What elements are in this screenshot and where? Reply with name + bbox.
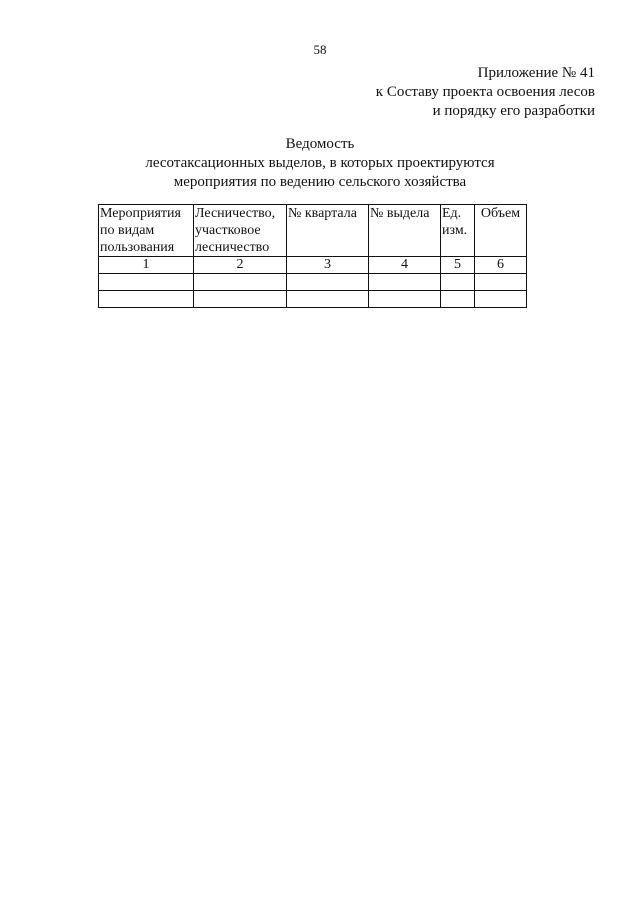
header-plot-number: № выдела xyxy=(369,205,441,257)
document-title xyxy=(0,135,640,192)
table-cell xyxy=(475,291,527,308)
table-header-row xyxy=(99,205,527,257)
table-row xyxy=(99,291,527,308)
header-quarter-number: № квартала xyxy=(287,205,369,257)
table-cell xyxy=(99,274,194,291)
column-number: 5 xyxy=(441,257,475,274)
table-cell xyxy=(475,274,527,291)
table-cell xyxy=(441,291,475,308)
title-line-2: лесотаксационных выделов, в которых проектируются xyxy=(145,155,495,171)
table-cell xyxy=(99,291,194,308)
header-activities: Мероприятия по видам пользования xyxy=(99,205,194,257)
column-number: 4 xyxy=(369,257,441,274)
header-volume: Объем xyxy=(475,205,527,257)
column-number: 3 xyxy=(287,257,369,274)
table-row xyxy=(99,274,527,291)
header-forestry: Лесничество, участковое лесничество xyxy=(194,205,287,257)
page-number: 58 xyxy=(313,42,327,57)
table-cell xyxy=(369,274,441,291)
title-line-3: мероприятия по ведению сельского хозяйства xyxy=(173,174,467,190)
appendix-line-2: к Составу проекта освоения лесов xyxy=(375,84,595,100)
column-number: 6 xyxy=(475,257,527,274)
appendix-caption xyxy=(376,64,595,121)
table-cell xyxy=(287,274,369,291)
table-cell xyxy=(194,291,287,308)
appendix-line-1: Приложение № 41 xyxy=(477,65,595,81)
statement-table xyxy=(98,204,527,308)
table-cell xyxy=(441,274,475,291)
table-cell xyxy=(194,274,287,291)
column-number: 2 xyxy=(194,257,287,274)
column-number: 1 xyxy=(99,257,194,274)
table-cell xyxy=(369,291,441,308)
column-number-row xyxy=(99,257,527,274)
header-unit: Ед. изм. xyxy=(441,205,475,257)
title-line-1: Ведомость xyxy=(285,136,355,152)
table-cell xyxy=(287,291,369,308)
appendix-line-3: и порядку его разработки xyxy=(432,103,595,119)
